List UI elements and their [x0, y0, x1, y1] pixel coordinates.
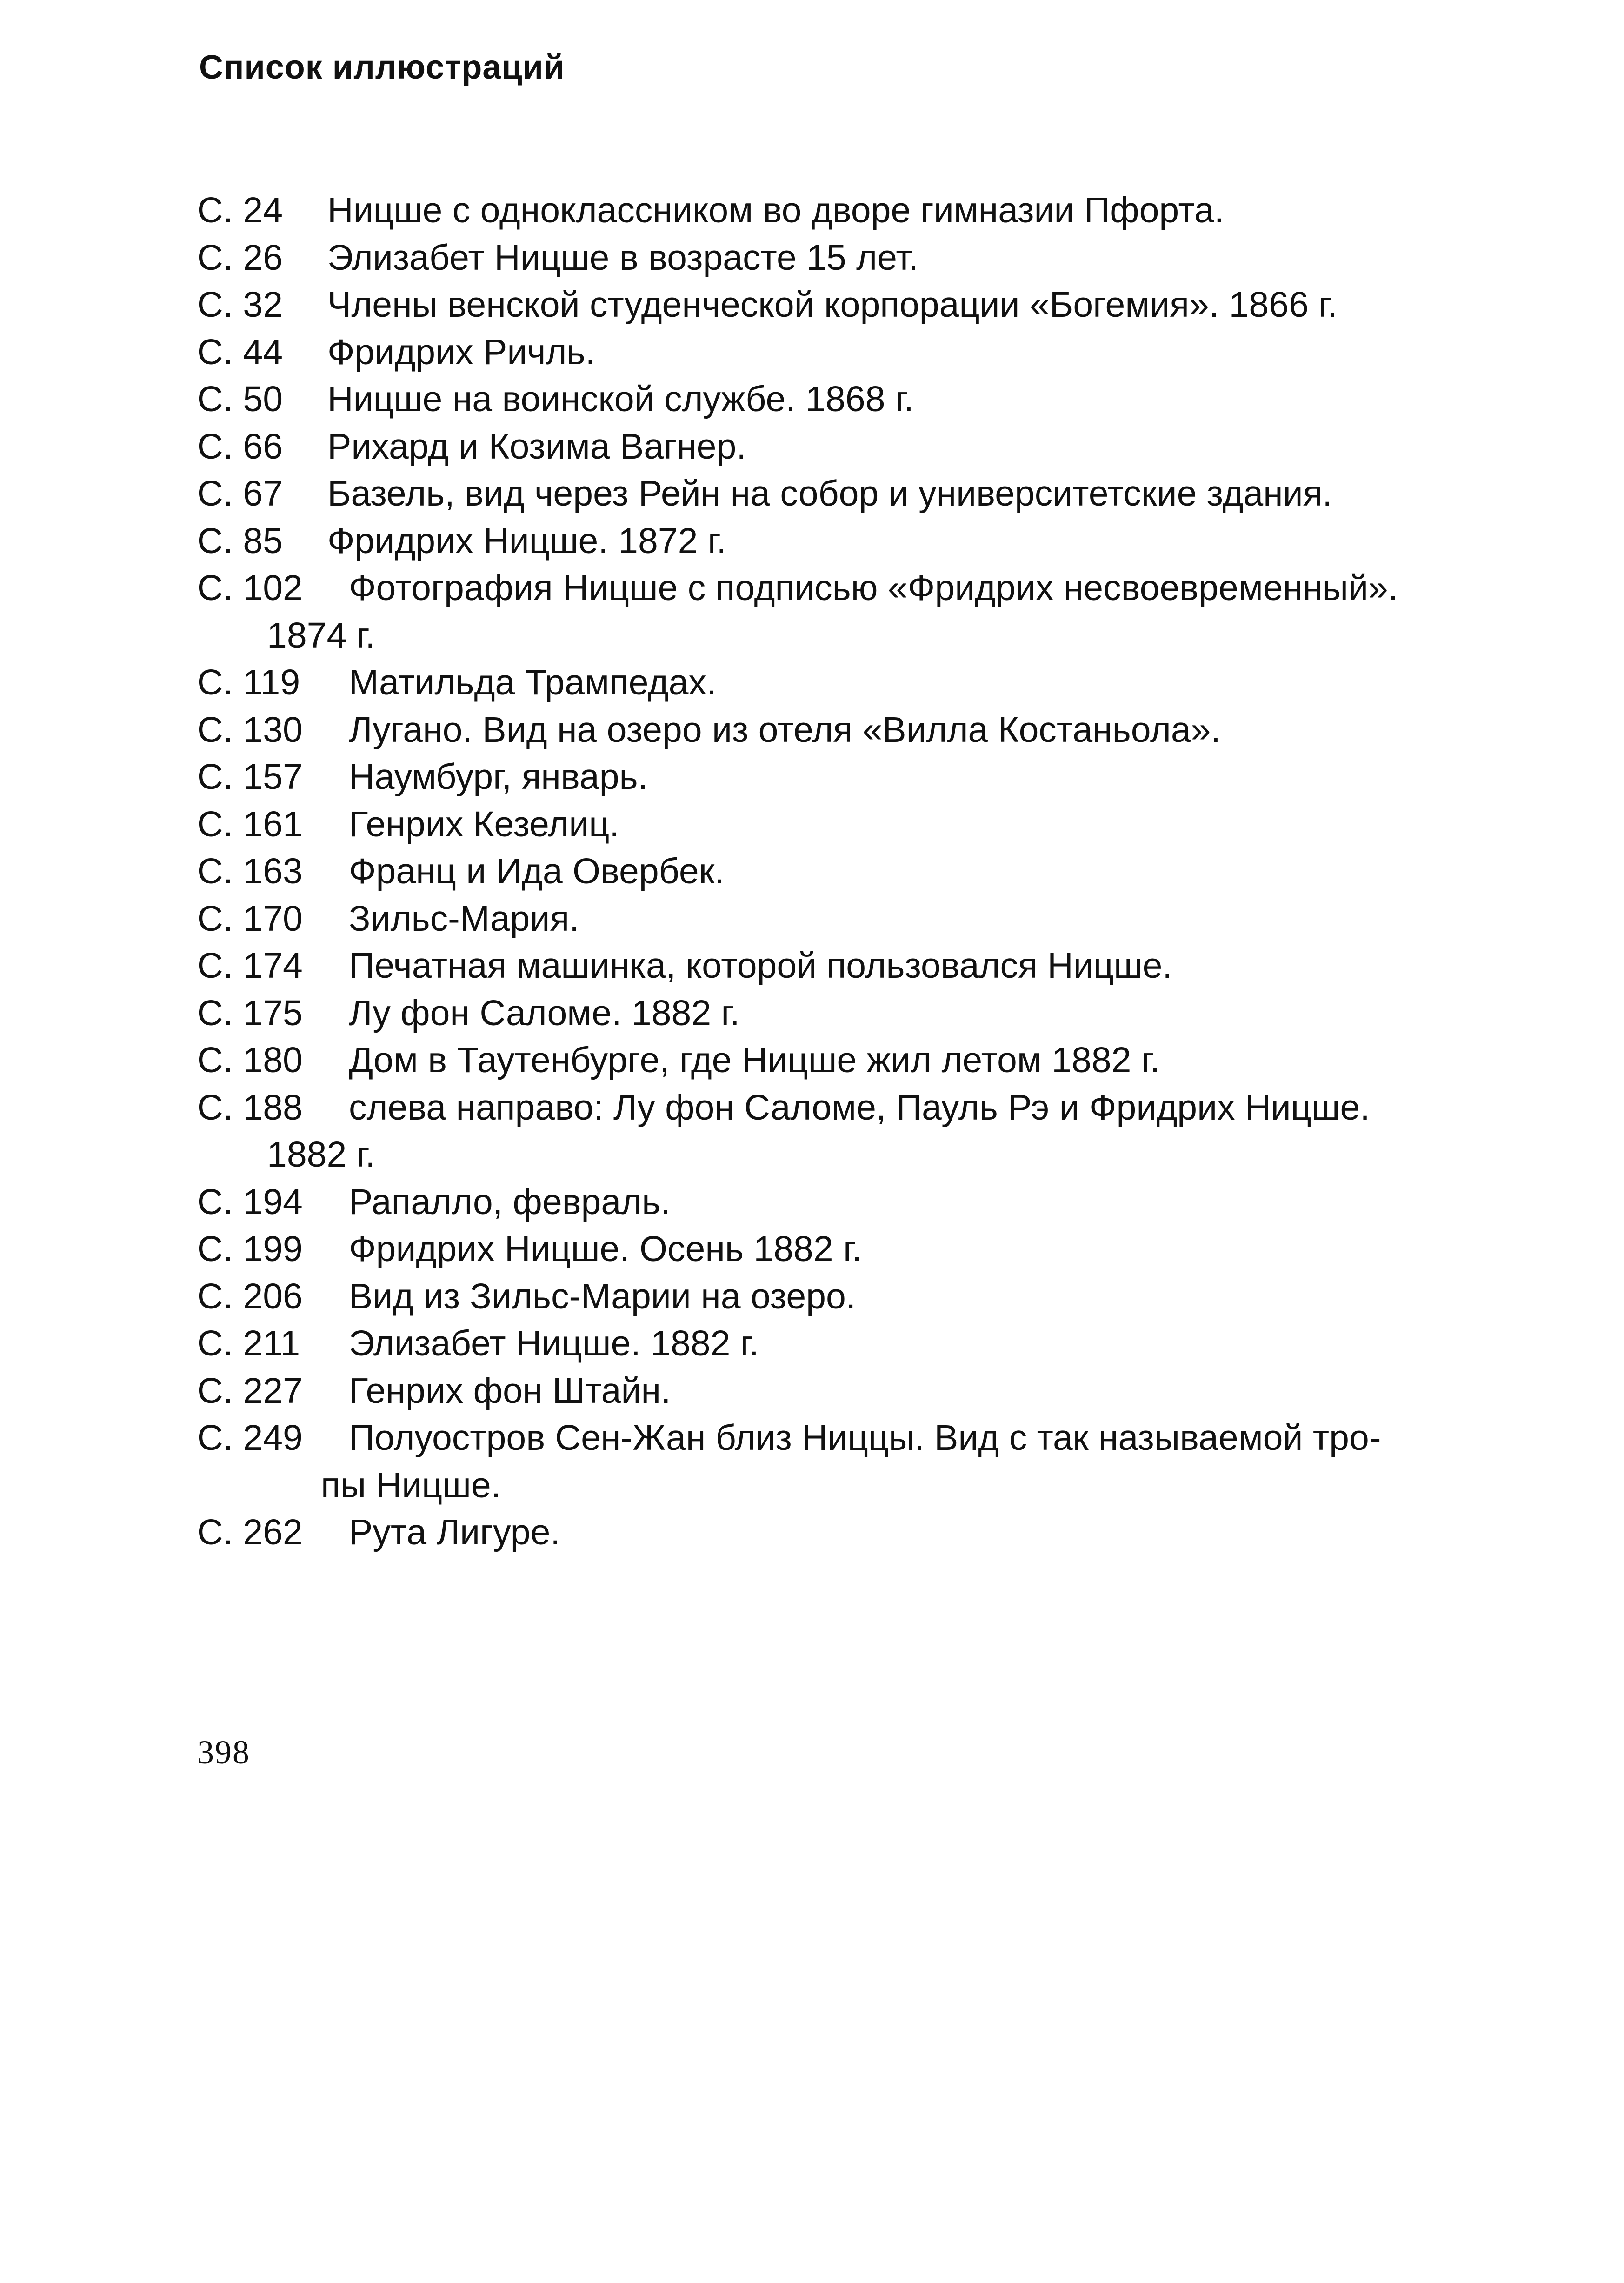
page-reference: С. 157	[197, 757, 303, 797]
list-item	[197, 707, 1453, 754]
list-item	[197, 1226, 1453, 1273]
illustration-caption: Лу фон Саломе. 1882 г.	[349, 993, 740, 1033]
list-item	[197, 518, 1453, 565]
page-reference: С. 194	[197, 1182, 303, 1222]
page-reference: С. 188	[197, 1087, 303, 1128]
illustration-caption: Рапалло, февраль.	[349, 1182, 671, 1222]
caption-continuation: 1882 г.	[267, 1135, 375, 1175]
list-item	[197, 1179, 1453, 1226]
page-reference: С. 66	[197, 426, 283, 467]
illustration-caption: Печатная машинка, которой пользовался Ницше.	[349, 946, 1172, 986]
list-item	[197, 1273, 1453, 1321]
page-reference: С. 32	[197, 285, 283, 325]
list-item	[197, 659, 1453, 707]
illustration-caption: Ницше на воинской службе. 1868 г.	[327, 379, 914, 419]
illustration-list	[197, 187, 1453, 1556]
page-reference: С. 262	[197, 1512, 303, 1552]
page-reference: С. 163	[197, 851, 303, 891]
list-item	[197, 470, 1453, 518]
list-item	[197, 281, 1453, 329]
page-reference: С. 44	[197, 332, 283, 372]
list-item	[197, 1415, 1453, 1509]
list-item	[197, 187, 1453, 234]
page-reference: С. 26	[197, 237, 283, 278]
caption-continuation: 1874 г.	[267, 615, 375, 655]
page-reference: С. 67	[197, 474, 283, 514]
illustration-caption: Фридрих Ницше. 1872 г.	[327, 521, 726, 561]
page-reference: С. 199	[197, 1229, 303, 1269]
list-item	[197, 990, 1453, 1037]
illustration-caption: Франц и Ида Овербек.	[349, 851, 725, 891]
illustration-caption: слева направо: Лу фон Саломе, Пауль Рэ и Фридрих Ницше.	[349, 1087, 1370, 1128]
list-item	[197, 376, 1453, 423]
illustration-caption: Генрих фон Штайн.	[349, 1370, 671, 1411]
illustration-caption: Вид из Зильс-Марии на озеро.	[349, 1276, 856, 1316]
page-reference: С. 130	[197, 709, 303, 750]
list-item	[197, 565, 1453, 659]
page-reference: С. 85	[197, 521, 283, 561]
page-reference: С. 206	[197, 1276, 303, 1316]
page-reference: С. 227	[197, 1370, 303, 1411]
list-item	[197, 423, 1453, 471]
page-reference: С. 249	[197, 1418, 303, 1458]
list-item	[197, 1084, 1453, 1179]
illustration-caption: Матильда Трампедах.	[349, 662, 717, 702]
page-reference: С. 170	[197, 898, 303, 939]
illustration-caption: Генрих Кезелиц.	[349, 804, 619, 844]
illustration-caption: Зильс-Мария.	[349, 898, 579, 939]
list-item	[197, 1368, 1453, 1415]
list-item	[197, 1320, 1453, 1368]
list-item	[197, 1509, 1453, 1556]
page-reference: С. 211	[197, 1323, 300, 1363]
illustration-caption: Фридрих Ницше. Осень 1882 г.	[349, 1229, 862, 1269]
illustration-caption: Фридрих Ричль.	[327, 332, 595, 372]
caption-continuation: пы Ницше.	[321, 1465, 501, 1505]
illustration-caption: Наумбург, январь.	[349, 757, 648, 797]
illustration-caption: Базель, вид через Рейн на собор и университетские здания.	[327, 474, 1332, 514]
illustration-caption: Лугано. Вид на озеро из отеля «Вилла Костаньола».	[349, 709, 1221, 750]
illustration-caption: Полуостров Сен-Жан близ Ниццы. Вид с так называемой тро-	[349, 1418, 1381, 1458]
list-item	[197, 329, 1453, 376]
page-reference: С. 161	[197, 804, 303, 844]
illustration-caption: Дом в Таутенбурге, где Ницше жил летом 1882 г.	[349, 1040, 1160, 1080]
illustration-caption: Ницше с одноклассником во дворе гимназии Пфорта.	[327, 190, 1225, 230]
list-item	[197, 895, 1453, 943]
list-item	[197, 234, 1453, 282]
list-item	[197, 848, 1453, 895]
illustration-caption: Фотография Ницше с подписью «Фридрих несвоевременный».	[349, 568, 1398, 608]
page-reference: С. 102	[197, 568, 303, 608]
page-reference: С. 174	[197, 946, 303, 986]
page-reference: С. 175	[197, 993, 303, 1033]
illustration-caption: Члены венской студенческой корпорации «Богемия». 1866 г.	[327, 285, 1338, 325]
page-reference: С. 50	[197, 379, 283, 419]
page-heading: Список иллюстраций	[199, 49, 565, 86]
illustration-caption: Элизабет Ницше в возрасте 15 лет.	[327, 237, 918, 278]
page-number: 398	[197, 1734, 250, 1771]
page-reference: С. 24	[197, 190, 283, 230]
illustration-caption: Рихард и Козима Вагнер.	[327, 426, 746, 467]
list-item	[197, 801, 1453, 848]
list-item	[197, 1037, 1453, 1084]
illustration-caption: Рута Лигуре.	[349, 1512, 560, 1552]
list-item	[197, 942, 1453, 990]
page-reference: С. 180	[197, 1040, 303, 1080]
list-item	[197, 754, 1453, 801]
illustration-caption: Элизабет Ницше. 1882 г.	[349, 1323, 759, 1363]
page-reference: С. 119	[197, 662, 300, 702]
